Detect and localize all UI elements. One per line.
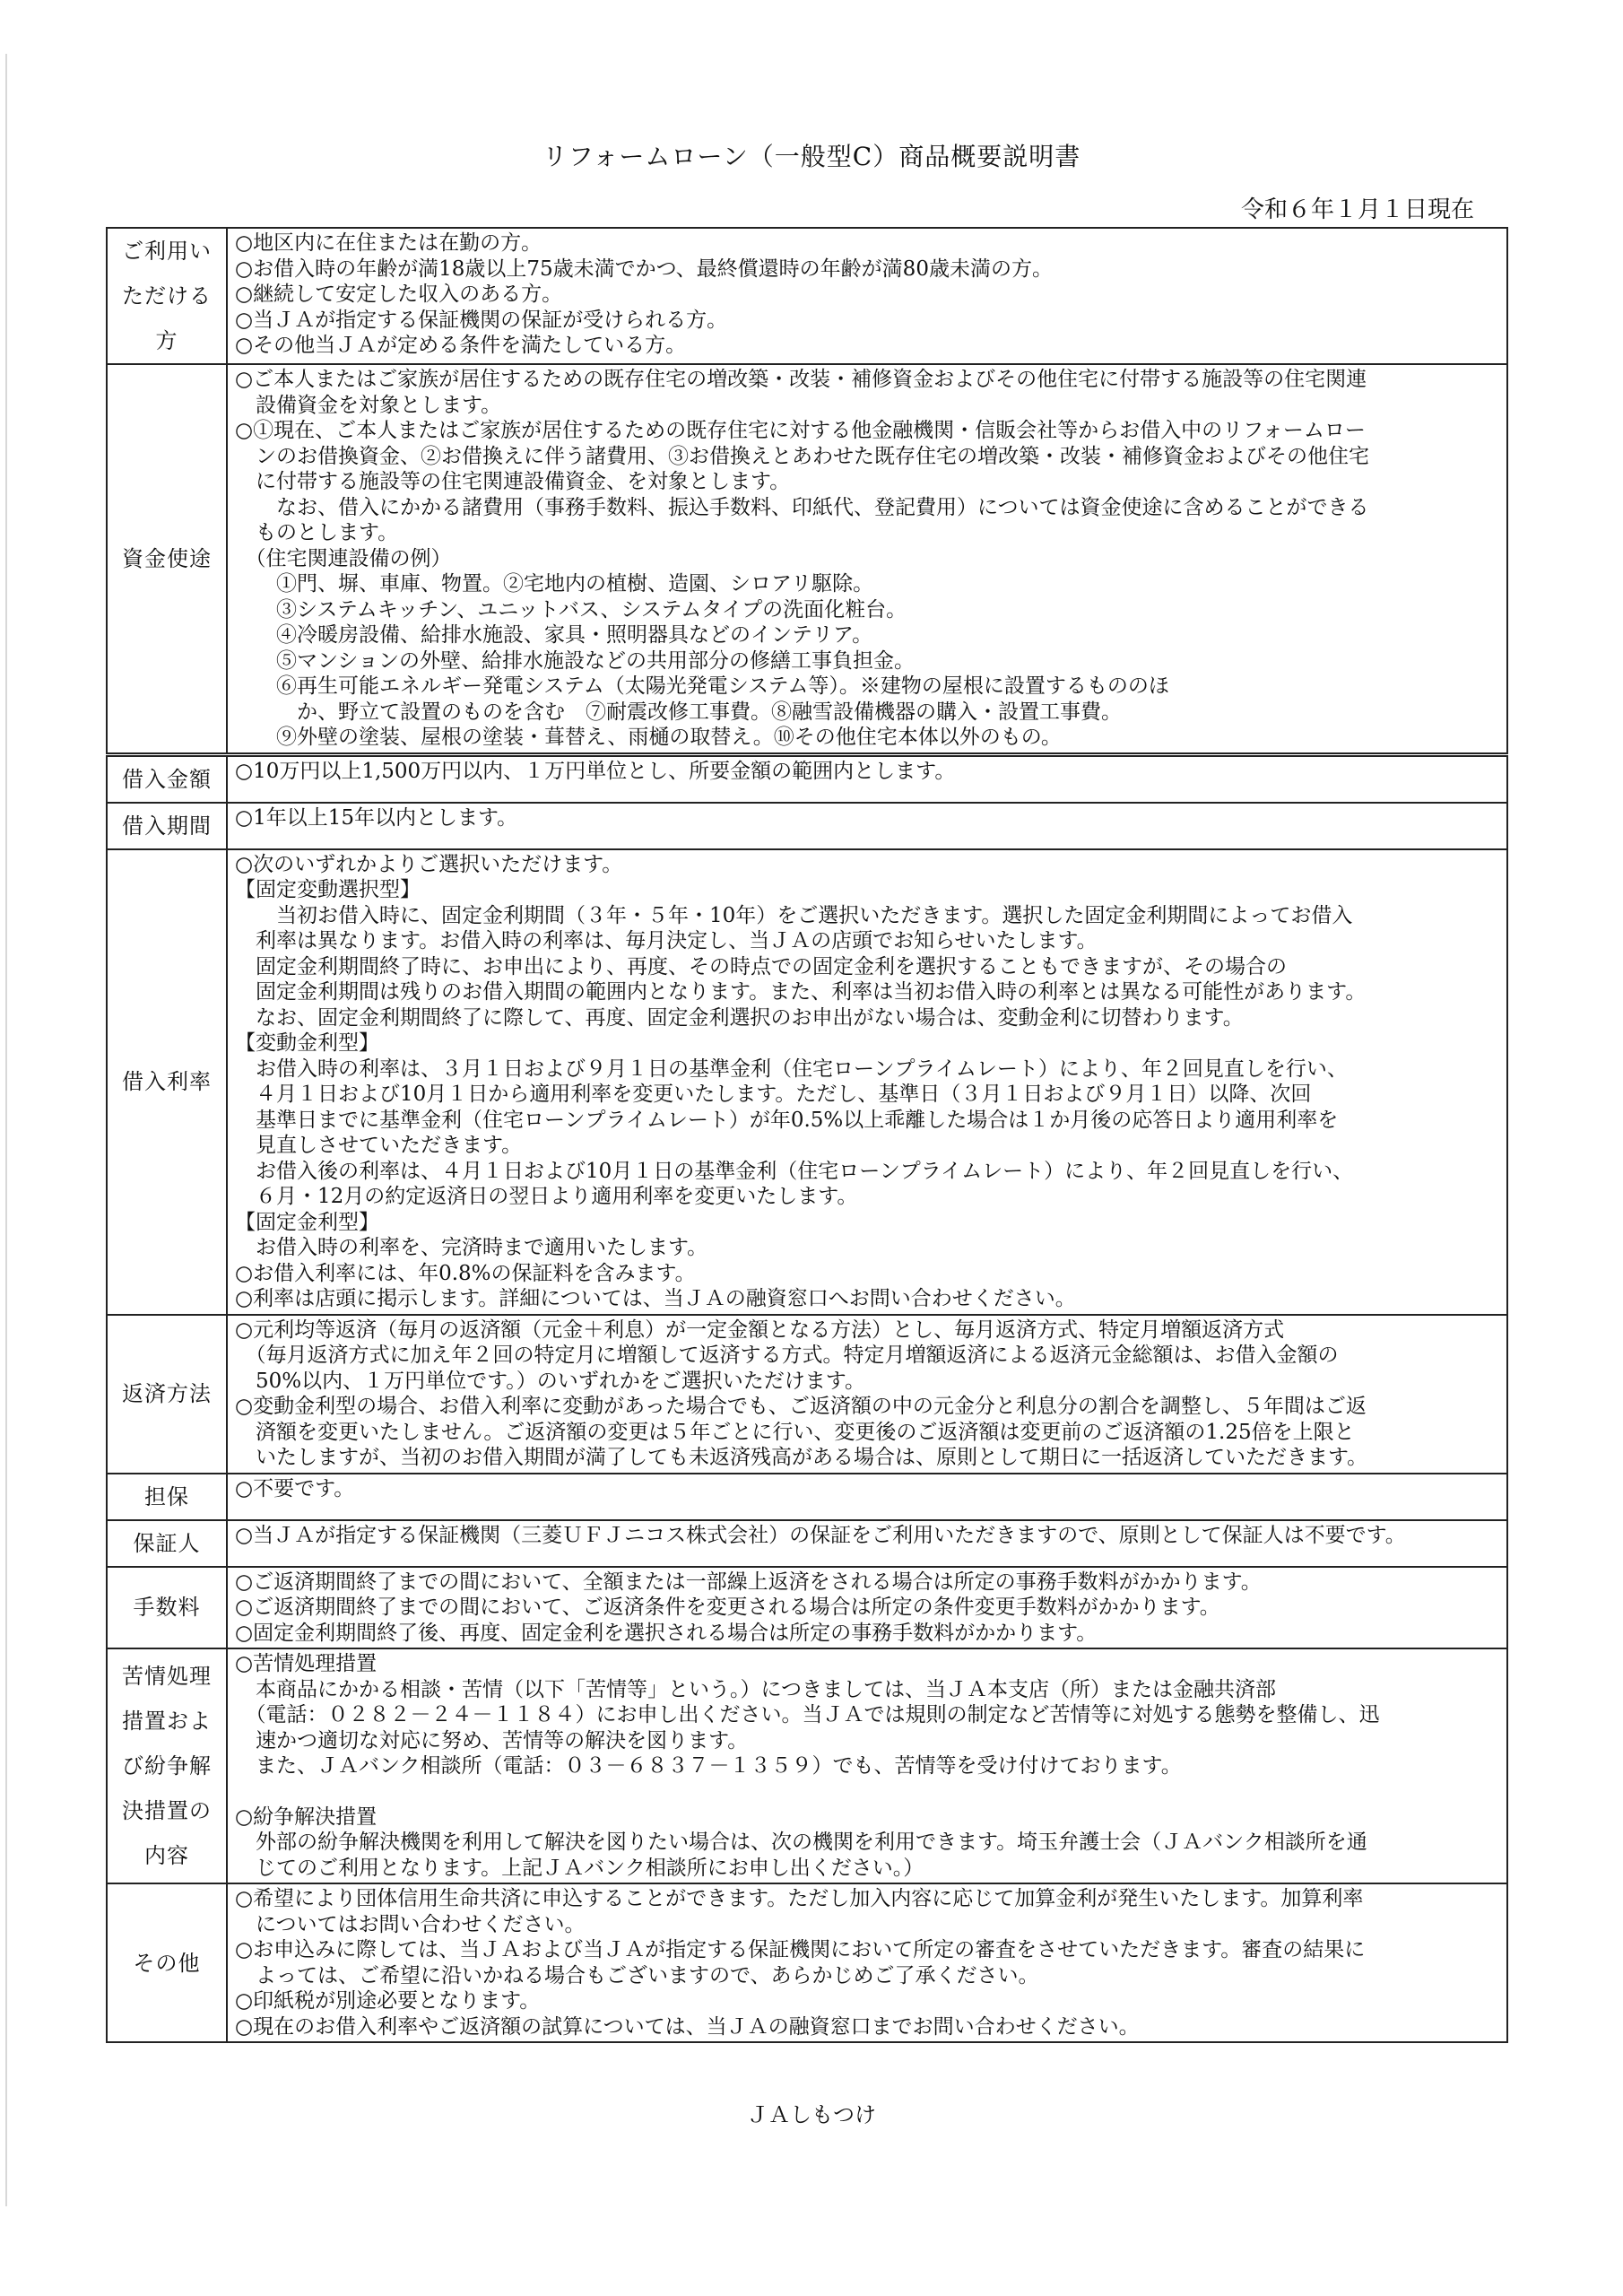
content-line: ○現在のお借入利率やご返済額の試算については、当ＪＡの融資窓口までお問い合わせください。 (235, 2014, 1140, 2039)
row-loan-amount (107, 754, 1507, 803)
row-collateral (107, 1474, 1507, 1520)
row-label: その他 (107, 1883, 227, 2042)
content-line: 当初お借入時に、固定金利期間（３年・５年・10年）をご選択いただきます。選択した固定金利期間によってお借入 (235, 903, 1353, 927)
content-line: 【固定金利型】 (235, 1210, 379, 1234)
content-line: お借入時の利率は、３月１日および９月１日の基準金利（住宅ローンプライムレート）により、年２回見直しを行い、 (235, 1057, 1348, 1081)
content-line: ○お借入利率には、年0.8%の保証料を含みます。 (235, 1261, 696, 1285)
content-line: ○お申込みに際しては、当ＪＡおよび当ＪＡが指定する保証機関において所定の審査をさせていただきます。審査の結果に (235, 1938, 1366, 1961)
content-line: に付帯する施設等の住宅関連設備資金、を対象とします。 (235, 470, 791, 493)
content-line: じてのご利用となります。上記ＪＡバンク相談所にお申し出ください。） (235, 1856, 924, 1880)
content-line: ○元利均等返済（毎月の返済額（元金＋利息）が一定金額となる方法）とし、毎月返済方式、特定月増額返済方式 (235, 1318, 1285, 1342)
document-date: 令和６年１月１日現在 (1240, 196, 1474, 223)
content-line: ○①現在、ご本人またはご家族が居住するための既存住宅に対する他金融機関・信販会社等からお借入中のリフォームロー (235, 419, 1366, 442)
content-line: ものとします。 (235, 521, 399, 544)
row-other (107, 1883, 1507, 2042)
content-line: ４月１日および10月１日から適用利率を変更いたします。ただし、基準日（３月１日および９月１日）以降、次回 (235, 1083, 1312, 1106)
content-line: ③システムキッチン、ユニットバス、システムタイプの洗面化粧台。 (235, 597, 907, 622)
row-label-text: 苦情処理措置および紛争解決措置の内容 (122, 1664, 212, 1868)
content-line: なお、固定金利期間終了に際して、再度、固定金利選択のお申出がない場合は、変動金利に切替わります。 (235, 1005, 1244, 1030)
content-line: ○地区内に在住または在勤の方。 (235, 231, 542, 255)
content-line: なお、借入にかかる諸費用（事務手数料、振込手数料、印紙代、登記費用）については資金使途に含めることができる (235, 495, 1369, 519)
row-label: 借入期間 (107, 803, 227, 849)
content-line: 速かつ適切な対応に努め、苦情等の解決を図ります。 (235, 1728, 749, 1752)
row-content (227, 1315, 1507, 1474)
row-loan-period (107, 803, 1507, 849)
row-label: 資金使途 (107, 364, 227, 754)
row-content (227, 1883, 1507, 2042)
content-line: 外部の紛争解決機関を利用して解決を図りたい場合は、次の機関を利用できます。埼玉弁護士会（ＪＡバンク相談所を通 (235, 1831, 1367, 1854)
content-line: ○1年以上15年以内とします。 (235, 805, 518, 830)
content-line: また、ＪＡバンク相談所（電話：０３－６８３７－１３５９）でも、苦情等を受け付けております。 (235, 1754, 1182, 1778)
row-repayment-method (107, 1315, 1507, 1474)
row-fees (107, 1567, 1507, 1649)
product-summary-table (106, 227, 1508, 2043)
row-eligibility (107, 228, 1507, 364)
row-label (107, 1648, 227, 1883)
row-content (227, 803, 1507, 849)
row-content (227, 754, 1507, 803)
content-line: ⑥再生可能エネルギー発電システム（太陽光発電システム等）。※建物の屋根に設置するもののほ (235, 674, 1169, 698)
content-line: 【変動金利型】 (235, 1031, 379, 1055)
content-line: ○ご返済期間終了までの間において、全額または一部繰上返済をされる場合は所定の事務手数料がかかります。 (235, 1570, 1262, 1594)
content-line: （電話：０２８２－２４－１１８４）にお申し出ください。当ＪＡでは規則の制定など苦情等に対処する態勢を整備し、迅 (235, 1703, 1380, 1726)
content-line: ○当ＪＡが指定する保証機関の保証が受けられる方。 (235, 308, 728, 332)
content-line: ○変動金利型の場合、お借入利率に変動があった場合でも、ご返済額の中の元金分と利息分の割合を調整し、５年間はご返 (235, 1395, 1367, 1418)
row-label (107, 228, 227, 364)
content-line: 設備資金を対象とします。 (235, 393, 502, 417)
content-line: 済額を変更いたしません。ご返済額の変更は５年ごとに行い、変更後のご返済額は変更前のご返済額の1.25倍を上限と (235, 1420, 1355, 1444)
content-line: ⑤マンションの外壁、給排水施設などの共用部分の修繕工事負担金。 (235, 648, 915, 673)
content-line: ○その他当ＪＡが定める条件を満たしている方。 (235, 334, 687, 357)
row-content (227, 1520, 1507, 1567)
content-line: 見直しさせていただきます。 (235, 1134, 523, 1157)
row-fund-usage (107, 364, 1507, 754)
content-line: についてはお問い合わせください。 (235, 1912, 586, 1936)
content-line: （毎月返済方式に加え年２回の特定月に増額して返済する方式。特定月増額返済による返済元金総額は、お借入金額の (235, 1344, 1339, 1367)
content-line: （住宅関連設備の例） (235, 546, 452, 570)
row-content (227, 1474, 1507, 1520)
content-line: ○印紙税が別途必要となります。 (235, 1989, 541, 2013)
content-line: お借入時の利率を、完済時まで適用いたします。 (235, 1236, 708, 1259)
row-label: 担保 (107, 1474, 227, 1520)
content-line: 本商品にかかる相談・苦情（以下「苦情等」という。）につきましては、当ＪＡ本支店（所）または金融共済部 (235, 1677, 1277, 1701)
row-content (227, 364, 1507, 754)
row-label: 借入利率 (107, 849, 227, 1315)
row-label: 返済方法 (107, 1315, 227, 1474)
content-line: ○希望により団体信用生命共済に申込することができます。ただし加入内容に応じて加算金利が発生いたします。加算利率 (235, 1887, 1364, 1910)
content-line: か、野立て設置のものを含む ⑦耐震改修工事費。⑧融雪設備機器の購入・設置工事費。 (235, 700, 1122, 724)
content-line: よっては、ご希望に沿いかねる場合もございますので、あらかじめご了承ください。 (235, 1963, 1039, 1987)
content-line: ○利率は店頭に掲示します。詳細については、当ＪＡの融資窓口へお問い合わせください。 (235, 1287, 1076, 1310)
row-content (227, 1648, 1507, 1883)
content-line: 固定金利期間終了時に、お申出により、再度、その時点での固定金利を選択することもできますが、その場合の (235, 954, 1287, 978)
content-line: お借入後の利率は、４月１日および10月１日の基準金利（住宅ローンプライムレート）により、年２回見直しを行い、 (235, 1159, 1354, 1183)
content-line (235, 1779, 1499, 1805)
row-label: 借入金額 (107, 754, 227, 803)
content-line: ○継続して安定した収入のある方。 (235, 283, 563, 306)
content-line: ○10万円以上1,500万円以内、１万円単位とし、所要金額の範囲内とします。 (235, 759, 956, 783)
row-content (227, 1567, 1507, 1649)
row-label-text: ご利用いただける方 (122, 239, 212, 353)
content-line: ○紛争解決措置 (235, 1805, 378, 1829)
content-line: ○苦情処理措置 (235, 1652, 378, 1675)
content-line: ６月・12月の約定返済日の翌日より適用利率を変更いたします。 (235, 1185, 858, 1208)
row-interest-rate (107, 849, 1507, 1315)
content-line: ⑨外壁の塗装、屋根の塗装・葺替え、雨樋の取替え。⑩その他住宅本体以外のもの。 (235, 726, 1062, 749)
row-guarantor (107, 1520, 1507, 1567)
row-content (227, 228, 1507, 364)
content-line: ①門、塀、車庫、物置。②宅地内の植樹、造園、シロアリ駆除。 (235, 572, 874, 596)
content-line: ○不要です。 (235, 1476, 355, 1500)
content-line: ○お借入時の年齢が満18歳以上75歳未満でかつ、最終償還時の年齢が満80歳未満の方。 (235, 257, 1053, 281)
content-line: ○ご本人またはご家族が居住するための既存住宅の増改築・改装・補修資金およびその他住宅に付帯する施設等の住宅関連 (235, 368, 1367, 391)
content-line: 利率は異なります。お借入時の利率は、毎月決定し、当ＪＡの店頭でお知らせいたします。 (235, 929, 1098, 952)
document-title: リフォームローン（一般型C）商品概要説明書 (542, 142, 1081, 171)
content-line: ○固定金利期間終了後、再度、固定金利を選択される場合は所定の事務手数料がかかります。 (235, 1621, 1098, 1645)
content-line: 【固定変動選択型】 (235, 878, 421, 901)
content-line: いたしますが、当初のお借入期間が満了しても未返済残高がある場合は、原則として期日に一括返済していただきます。 (235, 1446, 1368, 1469)
row-label: 手数料 (107, 1567, 227, 1649)
content-line: ○ご返済期間終了までの間において、ご返済条件を変更される場合は所定の条件変更手数料がかかります。 (235, 1596, 1220, 1619)
row-complaint-handling (107, 1648, 1507, 1883)
content-line: ンのお借換資金、②お借換えに伴う諸費用、③お借換えとあわせた既存住宅の増改築・改装・補修資金およびその他住宅 (235, 444, 1369, 468)
content-line: 50%以内、１万円単位です。）のいずれかをご選択いただけます。 (235, 1369, 865, 1393)
content-line: ○次のいずれかよりご選択いただけます。 (235, 852, 623, 876)
content-line: ④冷暖房設備、給排水施設、家具・照明器具などのインテリア。 (235, 623, 873, 647)
row-content (227, 849, 1507, 1315)
row-label: 保証人 (107, 1520, 227, 1567)
content-line: ○当ＪＡが指定する保証機関（三菱ＵＦＪニコス株式会社）の保証をご利用いただきますので、原則として保証人は不要です。 (235, 1523, 1406, 1547)
content-line: 固定金利期間は残りのお借入期間の範囲内となります。また、利率は当初お借入時の利率とは異なる可能性があります。 (235, 980, 1367, 1004)
issuer-name: ＪＡしもつけ (747, 2102, 876, 2127)
scan-edge-line (5, 54, 7, 2206)
content-line: 基準日までに基準金利（住宅ローンプライムレート）が年0.5%以上乖離した場合は１か月後の応答日より適用利率を (235, 1108, 1339, 1132)
